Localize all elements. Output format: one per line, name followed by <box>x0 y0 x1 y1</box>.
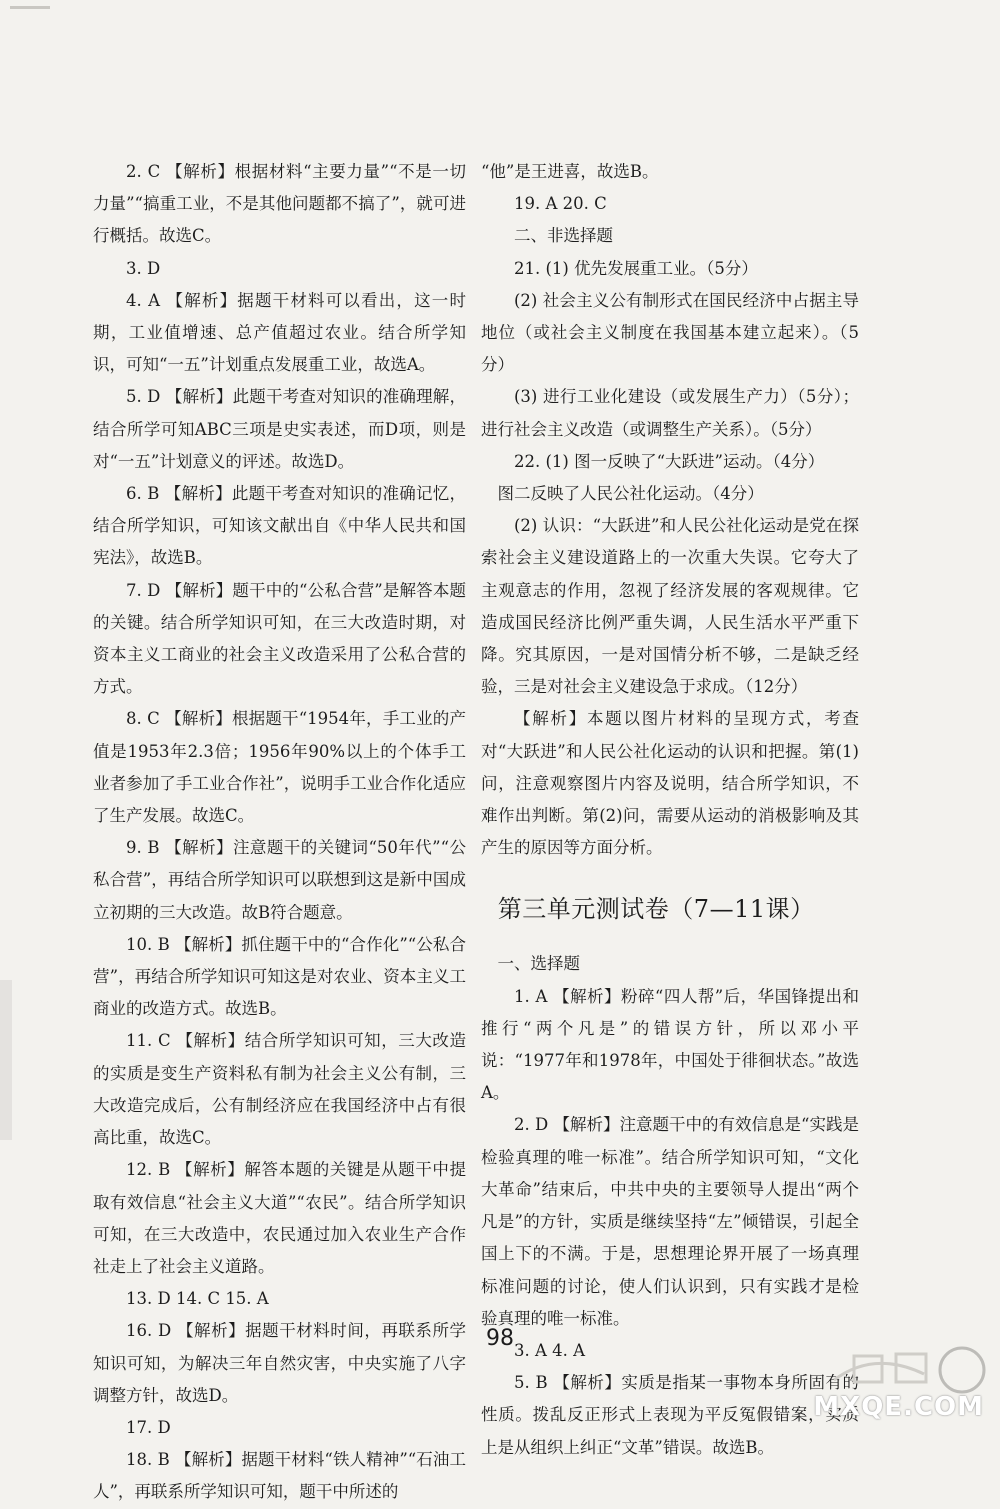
answer-paragraph: 5. B 【解析】实质是指某一事物本身所固有的性质。拨乱反正形式上表现为平反冤假错案，实质上是从组织上纠正“文革”错误。故选B。 <box>481 1373 859 1457</box>
answer-paragraph: 12. B 【解析】解答本题的关键是从题干中提取有效信息“社会主义大道”“农民”。结合所学知识可知，在三大改造中，农民通过加入农业生产合作社走上了社会主义道路。 <box>93 1160 466 1276</box>
answer-paragraph: 4. A 【解析】据题干材料可以看出，这一时期，工业值增速、总产值超过农业。结合所学知识，可知“一五”计划重点发展重工业，故选A。 <box>93 290 466 375</box>
answer-paragraph: 18. B 【解析】据题干材料“铁人精神”“石油工人”，再联系所学知识可知，题干中所述的 <box>93 1450 466 1502</box>
right-column <box>481 156 859 1464</box>
answer-paragraph: 图二反映了人民公社化运动。（4分） <box>497 484 764 504</box>
page-number: 98 <box>486 1326 514 1351</box>
answer-paragraph: (3) 进行工业化建设（或发展生产力）（5分）；进行社会主义改造（或调整生产关系）。（5分） <box>481 387 859 439</box>
answer-paragraph: 17. D <box>126 1417 171 1437</box>
answer-paragraph: 22. (1) 图一反映了“大跃进”运动。（4分） <box>514 451 825 471</box>
answer-paragraph: 11. C 【解析】结合所学知识可知，三大改造的实质是变生产资料私有制为社会主义公有制，三大改造完成后，公有制经济应在我国经济中占有很高比重，故选C。 <box>93 1031 466 1148</box>
answer-paragraph: 16. D 【解析】据题干材料时间，再联系所学知识可知，为解决三年自然灾害，中央实施了八字调整方针，故选D。 <box>93 1321 466 1405</box>
answer-paragraph: 10. B 【解析】抓住题干中的“合作化”“公私合营”，再结合所学知识可知这是对农业、资本主义工商业的改造方式。故选B。 <box>93 934 466 1019</box>
watermark-text: MXQE.COM <box>813 1392 984 1422</box>
answer-paragraph: 19. A 20. C <box>514 194 607 214</box>
scan-speck <box>10 6 50 9</box>
analysis-paragraph: 【解析】本题以图片材料的呈现方式，考查对“大跃进”和人民公社化运动的认识和把握。第(1)问，注意观察图片内容及说明，结合所学知识，不难作出判断。第(2)问，需要从运动的消极影响及其产生的原因等方面分析。 <box>481 709 859 858</box>
answer-paragraph: 8. C 【解析】根据题干“1954年，手工业的产值是1953年2.3倍；1956年90%以上的个体手工业者参加了手工业合作社”，说明手工业合作化适应了生产发展。故选C。 <box>93 709 466 826</box>
left-column <box>93 156 466 1509</box>
subsection-title: 一、选择题 <box>497 954 580 974</box>
answer-paragraph: (2) 认识：“大跃进”和人民公社化运动是党在探索社会主义建设道路上的一次重大失误。它夸大了主观意志的作用，忽视了经济发展的客观规律。它造成国民经济比例严重失调，人民生活水平严重下降。究其原因，一是对国情分析不够，二是缺乏经验，三是对社会主义建设急于求成。（12分） <box>481 516 859 697</box>
answer-paragraph: 5. D 【解析】此题干考查对知识的准确理解，结合所学可知ABC三项是史实表述，而D项，则是对“一五”计划意义的评述。故选D。 <box>93 387 466 471</box>
answer-paragraph: 6. B 【解析】此题干考查对知识的准确记忆，结合所学知识，可知该文献出自《中华人民共和国宪法》，故选B。 <box>93 484 466 568</box>
answer-paragraph: 1. A 【解析】粉碎“四人帮”后，华国锋提出和推行“两个凡是”的错误方针，所以邓小平说：“1977年和1978年，中国处于徘徊状态。”故选A。 <box>481 986 859 1103</box>
answer-paragraph: 3. A 4. A <box>514 1340 586 1360</box>
section-title: 第三单元测试卷（7—11课） <box>497 895 815 924</box>
scan-speck <box>0 980 12 1140</box>
answer-paragraph: 13. D 14. C 15. A <box>126 1289 269 1309</box>
watermark-logo <box>814 1330 994 1424</box>
answer-paragraph: 7. D 【解析】题干中的“公私合营”是解答本题的关键。结合所学知识可知，在三大改造时期，对资本主义工商业的社会主义改造采用了公私合营的方式。 <box>93 580 466 697</box>
answer-paragraph: 2. D 【解析】注意题干中的有效信息是“实践是检验真理的唯一标准”。结合所学知识可知，“文化大革命”结束后，中共中央的主要领导人提出“两个凡是”的方针，实质是继续坚持“左”倾错误，引起全国上下的不满。于是，思想理论界开展了一场真理标准问题的讨论，使人们认识到，只有实践才是检验真理的唯一标准。 <box>481 1115 859 1328</box>
answer-paragraph: 二、非选择题 <box>514 226 613 246</box>
answer-paragraph: 2. C 【解析】根据材料“主要力量”“不是一切力量”“搞重工业，不是其他问题都不搞了”，就可进行概括。故选C。 <box>93 162 466 246</box>
answer-paragraph: 21. (1) 优先发展重工业。（5分） <box>514 258 758 278</box>
answer-paragraph: (2) 社会主义公有制形式在国民经济中占据主导地位（或社会主义制度在我国基本建立起来）。（5分） <box>481 290 859 375</box>
answer-paragraph: “他”是王进喜，故选B。 <box>481 162 659 181</box>
answer-paragraph: 9. B 【解析】注意题干的关键词“50年代”“公私合营”，再结合所学知识可以联想到这是新中国成立初期的三大改造。故B符合题意。 <box>93 838 466 922</box>
answer-paragraph: 3. D <box>126 258 161 278</box>
